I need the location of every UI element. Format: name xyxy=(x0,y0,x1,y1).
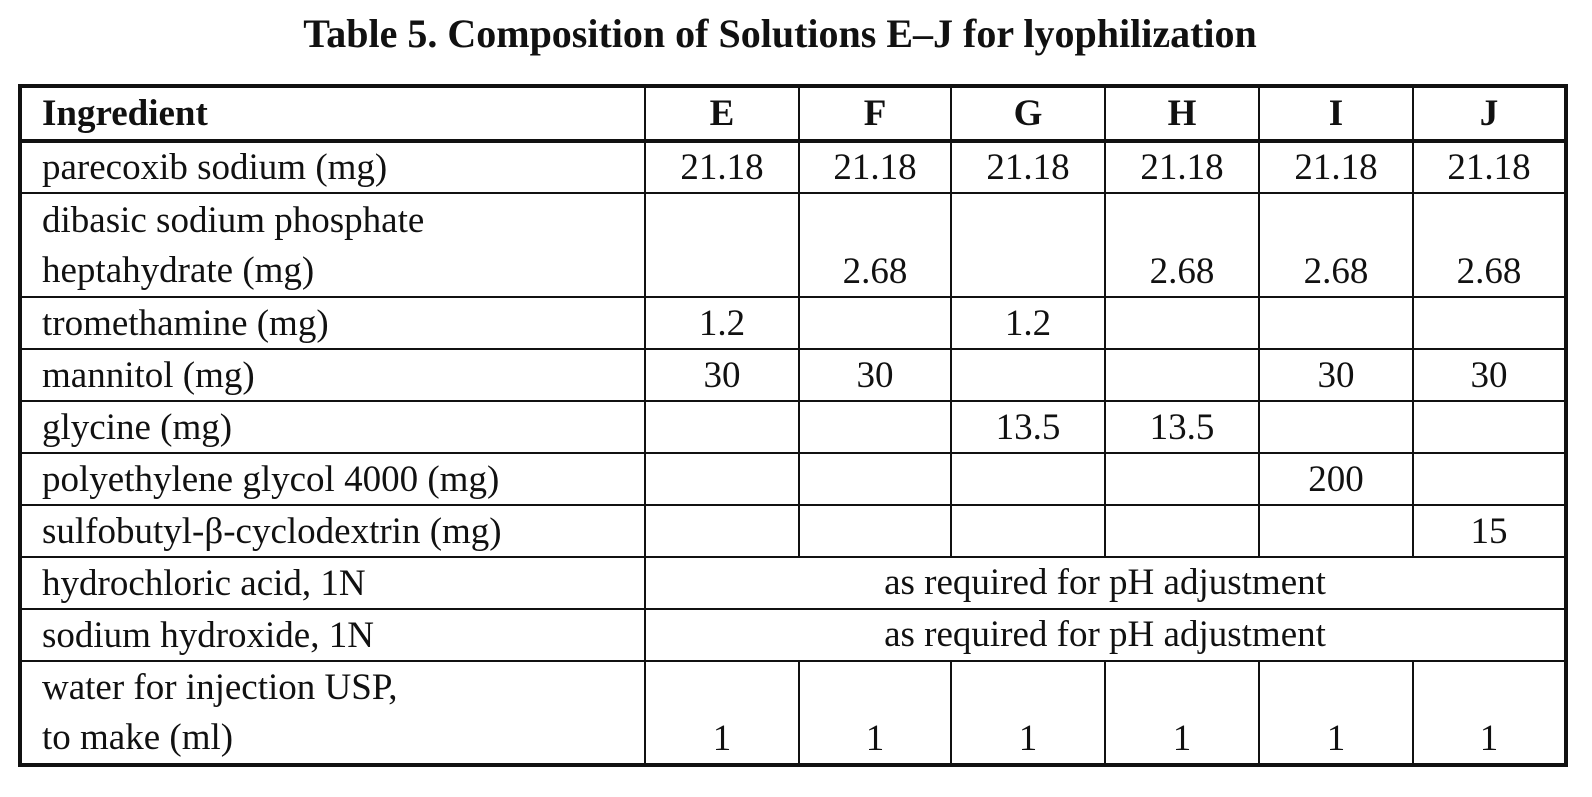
value-cell: 30 xyxy=(645,349,799,401)
value-cell: 1 xyxy=(1105,661,1259,765)
value-cell: 30 xyxy=(799,349,951,401)
value-cell: 1 xyxy=(799,661,951,765)
value-cell xyxy=(951,193,1105,297)
ingredient-cell: sulfobutyl-β-cyclodextrin (mg) xyxy=(20,505,645,557)
composition-table xyxy=(18,84,1568,767)
value-cell xyxy=(645,505,799,557)
value-cell: 2.68 xyxy=(799,193,951,297)
ingredient-cell xyxy=(20,193,645,297)
table-row xyxy=(20,401,1566,453)
table-row xyxy=(20,453,1566,505)
value-cell xyxy=(1105,453,1259,505)
ph-adjustment-note: as required for pH adjustment xyxy=(645,609,1566,661)
value-cell: 2.68 xyxy=(1413,193,1566,297)
value-cell xyxy=(1413,401,1566,453)
table-row xyxy=(20,661,1566,765)
ingredient-line: dibasic sodium phosphate xyxy=(42,200,425,241)
header-ingredient: Ingredient xyxy=(20,86,645,141)
value-cell xyxy=(799,401,951,453)
table-row xyxy=(20,193,1566,297)
value-cell xyxy=(1259,505,1413,557)
value-cell: 1.2 xyxy=(645,297,799,349)
value-cell: 1 xyxy=(645,661,799,765)
ingredient-line: heptahydrate (mg) xyxy=(42,250,315,291)
ingredient-cell: mannitol (mg) xyxy=(20,349,645,401)
value-cell: 2.68 xyxy=(1105,193,1259,297)
table-row xyxy=(20,349,1566,401)
header-row xyxy=(20,86,1566,141)
ingredient-line: water for injection USP, xyxy=(42,667,398,708)
value-cell: 21.18 xyxy=(951,141,1105,193)
value-cell xyxy=(951,453,1105,505)
header-i: I xyxy=(1259,86,1413,141)
header-f: F xyxy=(799,86,951,141)
value-cell xyxy=(799,297,951,349)
value-cell xyxy=(1259,401,1413,453)
value-cell xyxy=(1413,297,1566,349)
table-row xyxy=(20,297,1566,349)
value-cell: 2.68 xyxy=(1259,193,1413,297)
value-cell xyxy=(1413,453,1566,505)
table-row xyxy=(20,505,1566,557)
value-cell xyxy=(799,453,951,505)
value-cell: 21.18 xyxy=(799,141,951,193)
value-cell xyxy=(1259,297,1413,349)
ingredient-line: to make (ml) xyxy=(42,717,234,758)
ph-adjustment-note: as required for pH adjustment xyxy=(645,557,1566,609)
value-cell: 13.5 xyxy=(951,401,1105,453)
value-cell: 1 xyxy=(1259,661,1413,765)
value-cell xyxy=(951,505,1105,557)
value-cell: 1 xyxy=(951,661,1105,765)
ingredient-cell: tromethamine (mg) xyxy=(20,297,645,349)
ingredient-cell: glycine (mg) xyxy=(20,401,645,453)
ingredient-cell: parecoxib sodium (mg) xyxy=(20,141,645,193)
value-cell xyxy=(1105,297,1259,349)
header-h: H xyxy=(1105,86,1259,141)
value-cell xyxy=(951,349,1105,401)
value-cell: 1.2 xyxy=(951,297,1105,349)
value-cell: 21.18 xyxy=(1105,141,1259,193)
value-cell: 200 xyxy=(1259,453,1413,505)
value-cell xyxy=(1105,349,1259,401)
ingredient-cell: sodium hydroxide, 1N xyxy=(20,609,645,661)
value-cell: 30 xyxy=(1413,349,1566,401)
value-cell xyxy=(645,193,799,297)
value-cell: 15 xyxy=(1413,505,1566,557)
value-cell: 21.18 xyxy=(1259,141,1413,193)
value-cell: 1 xyxy=(1413,661,1566,765)
header-g: G xyxy=(951,86,1105,141)
table-row xyxy=(20,557,1566,609)
value-cell: 30 xyxy=(1259,349,1413,401)
value-cell: 21.18 xyxy=(645,141,799,193)
table-row xyxy=(20,609,1566,661)
value-cell xyxy=(645,401,799,453)
value-cell xyxy=(799,505,951,557)
ingredient-cell xyxy=(20,661,645,765)
value-cell xyxy=(645,453,799,505)
value-cell: 13.5 xyxy=(1105,401,1259,453)
header-e: E xyxy=(645,86,799,141)
ingredient-cell: polyethylene glycol 4000 (mg) xyxy=(20,453,645,505)
value-cell: 21.18 xyxy=(1413,141,1566,193)
ingredient-cell: hydrochloric acid, 1N xyxy=(20,557,645,609)
table-title: Table 5. Composition of Solutions E–J for lyophilization xyxy=(303,11,1257,56)
table-row xyxy=(20,141,1566,193)
header-j: J xyxy=(1413,86,1566,141)
value-cell xyxy=(1105,505,1259,557)
